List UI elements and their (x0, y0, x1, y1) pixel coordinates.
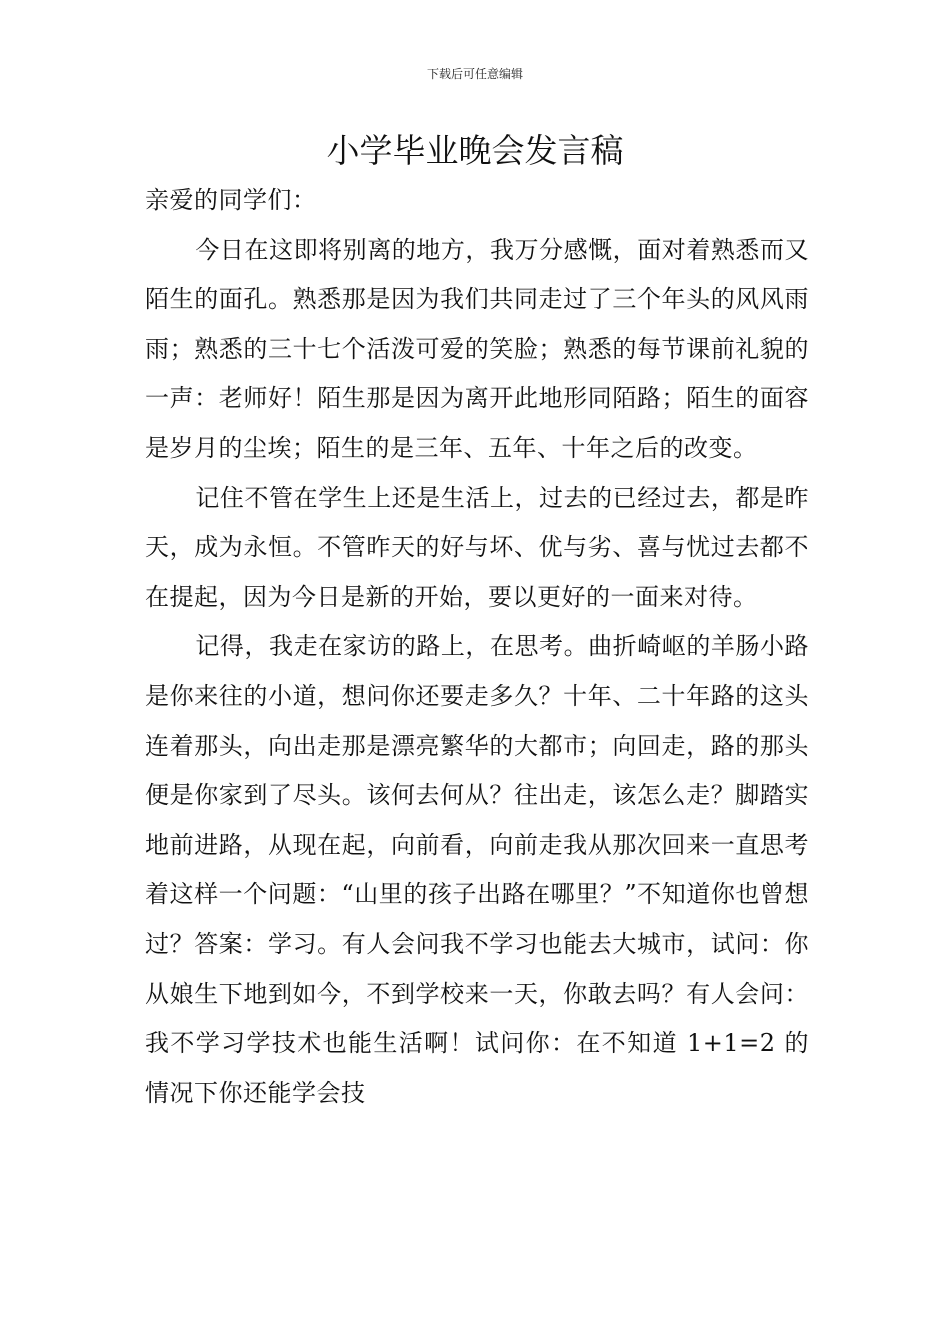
paragraph-2: 记住不管在学生上还是生活上，过去的已经过去，都是昨天，成为永恒。不管昨天的好与坏、优与劣、喜与忧过去都不在提起，因为今日是新的开始，要以更好的一面来对待。 (145, 483, 809, 611)
paragraph-1: 今日在这即将别离的地方，我万分感慨，面对着熟悉而又陌生的面孔。熟悉那是因为我们共同走过了三个年头的风风雨雨；熟悉的三十七个活泼可爱的笑脸；熟悉的每节课前礼貌的一声：老师好！陌生那是因为离开此地形同陌路；陌生的面容是岁月的尘埃；陌生的是三年、五年、十年之后的改变。 (145, 235, 809, 462)
document-body (145, 176, 809, 1118)
document-title: 小学毕业晚会发言稿 (326, 131, 624, 170)
greeting-line: 亲爱的同学们： (145, 186, 317, 214)
paragraph-3: 记得，我走在家访的路上，在思考。曲折崎岖的羊肠小路是你来往的小道，想问你还要走多久？十年、二十年路的这头连着那头，向出走那是漂亮繁华的大都市；向回走，路的那头便是你家到了尽头。该何去何从？往出走，该怎么走？脚踏实地前进路，从现在起，向前看，向前走我从那次回来一直思考着这样一个问题：“山里的孩子出路在哪里？”不知道你也曾想过？答案：学习。有人会问我不学习也能去大城市，试问：你从娘生下地到如今，不到学校来一天，你敢去吗？有人会问：我不学习学技术也能生活啊！试问你：在不知道 1+1=2 的情况下你还能学会技 (145, 632, 809, 1107)
header-note: 下载后可任意编辑 (426, 67, 523, 81)
